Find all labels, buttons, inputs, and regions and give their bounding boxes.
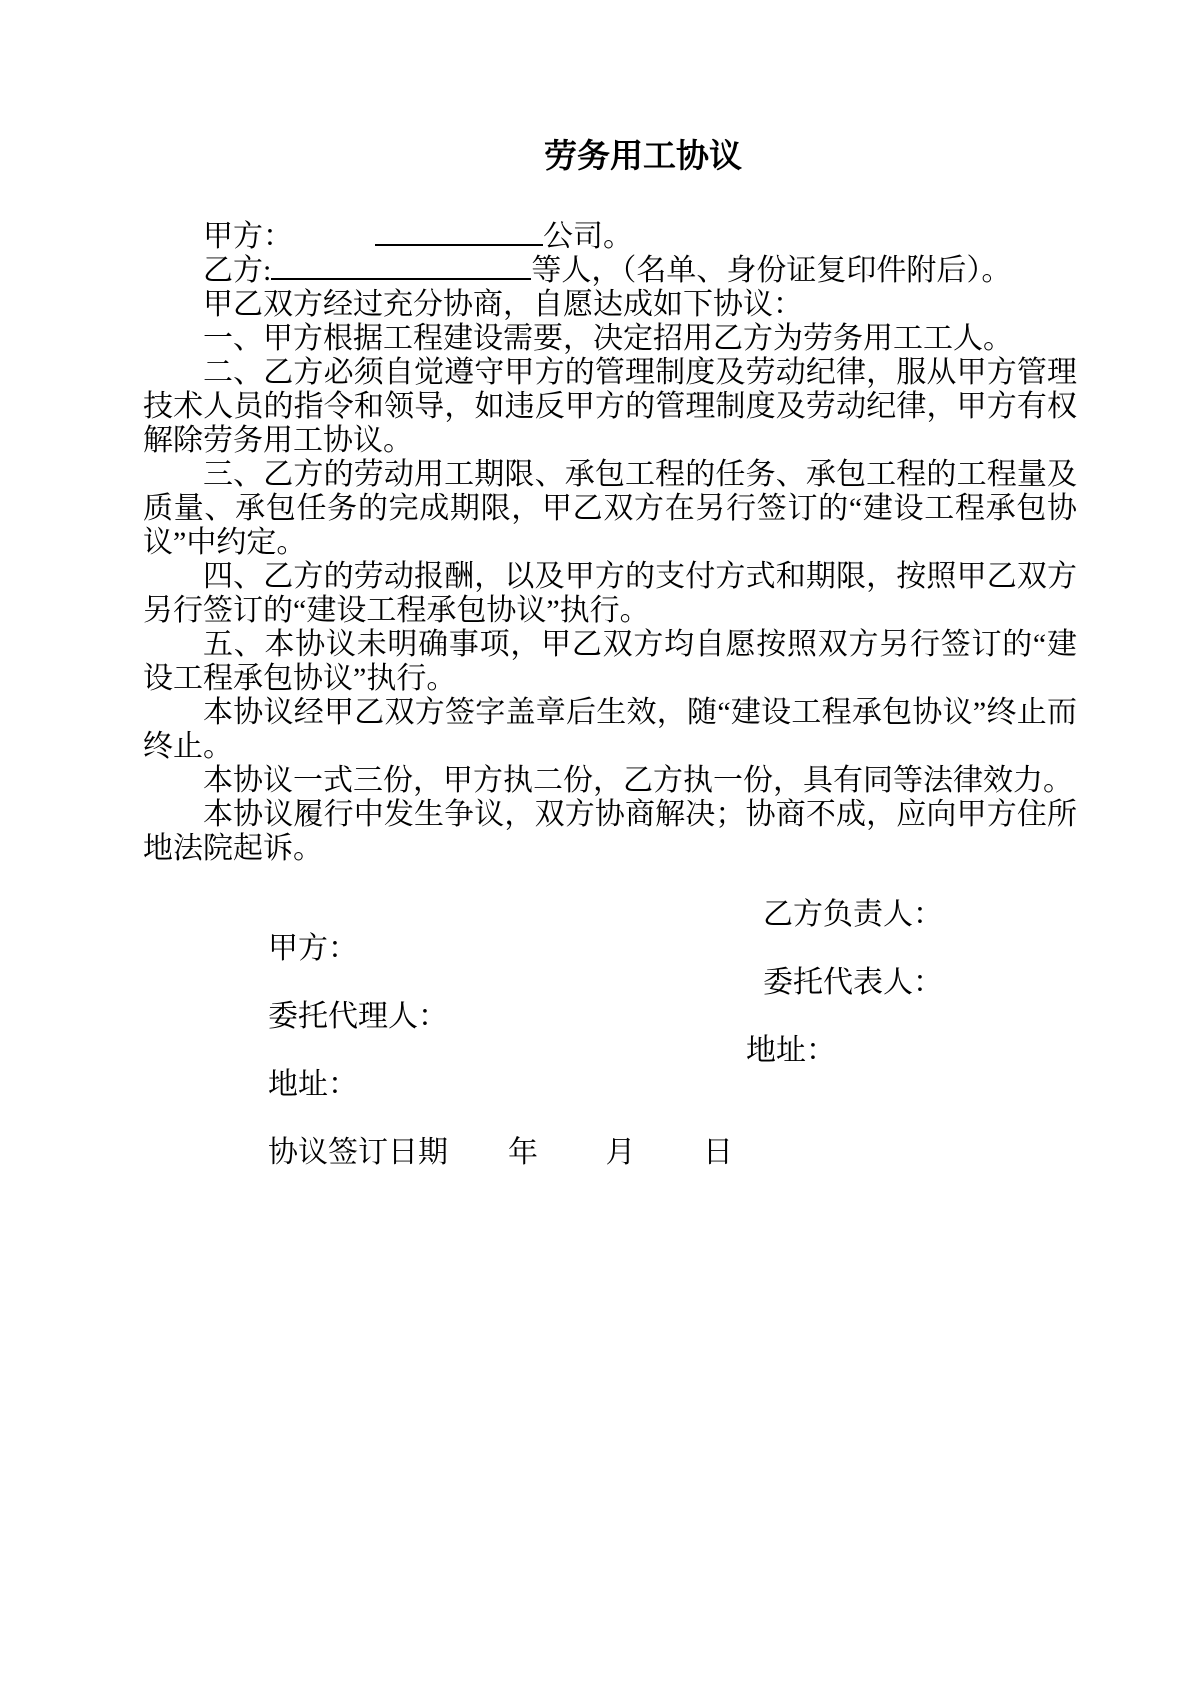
signature-date-line: 协议签订日期 年 月 日 <box>268 1136 733 1169</box>
signature-party-a-label: 甲方： <box>268 932 358 965</box>
party-a-suffix: 公司。 <box>543 220 633 253</box>
party-b-suffix: 等人，（名单、身份证复印件附后）。 <box>531 254 1012 287</box>
signature-row-parties <box>143 898 1077 965</box>
clause-paragraph: 四、乙方的劳动报酬，以及甲方的支付方式和期限，按照甲乙双方另行签订的“建设工程承包协议”执行。 <box>143 560 1077 627</box>
signature-row-agents <box>143 966 1077 1033</box>
intro-paragraph: 甲乙双方经过充分协商，自愿达成如下协议： <box>203 288 803 321</box>
signature-party-b-head-label: 乙方负责人： <box>763 898 943 931</box>
clause-paragraph: 本协议经甲乙双方签字盖章后生效，随“建设工程承包协议”终止而终止。 <box>143 696 1077 763</box>
signature-row-date <box>143 1102 1077 1169</box>
document-body <box>143 220 1077 866</box>
party-a-spacer <box>293 244 375 246</box>
clause-paragraph: 三、乙方的劳动用工期限、承包工程的任务、承包工程的工程量及质量、承包任务的完成期限，甲乙双方在另行签订的“建设工程承包协议”中约定。 <box>143 458 1077 559</box>
clause-paragraph: 一、甲方根据工程建设需要，决定招用乙方为劳务用工工人。 <box>203 322 1013 355</box>
party-b-line <box>143 254 1077 288</box>
signature-address-b-label: 地址： <box>746 1034 836 1067</box>
clause-paragraph: 本协议一式三份，甲方执二份，乙方执一份，具有同等法律效力。 <box>203 764 1073 797</box>
party-a-line <box>143 220 1077 254</box>
clause-paragraph: 本协议履行中发生争议，双方协商解决；协商不成，应向甲方住所地法院起诉。 <box>143 798 1077 865</box>
clause-paragraph: 五、本协议未明确事项，甲乙双方均自愿按照双方另行签订的“建设工程承包协议”执行。 <box>143 628 1077 695</box>
party-b-blank-underline <box>271 276 531 280</box>
party-a-label: 甲方： <box>203 220 293 253</box>
signature-address-a-label: 地址： <box>268 1068 358 1101</box>
party-b-label: 乙方: <box>203 254 272 287</box>
party-a-blank-underline <box>375 242 543 246</box>
document-title: 劳务用工协议 <box>544 139 742 175</box>
signature-agent-label: 委托代理人： <box>268 1000 448 1033</box>
signature-block <box>143 898 1077 1170</box>
signature-representative-label: 委托代表人： <box>763 966 943 999</box>
signature-row-addresses <box>143 1034 1077 1101</box>
clause-paragraph: 二、乙方必须自觉遵守甲方的管理制度及劳动纪律，服从甲方管理技术人员的指令和领导，如违反甲方的管理制度及劳动纪律，甲方有权解除劳务用工协议。 <box>143 356 1077 457</box>
